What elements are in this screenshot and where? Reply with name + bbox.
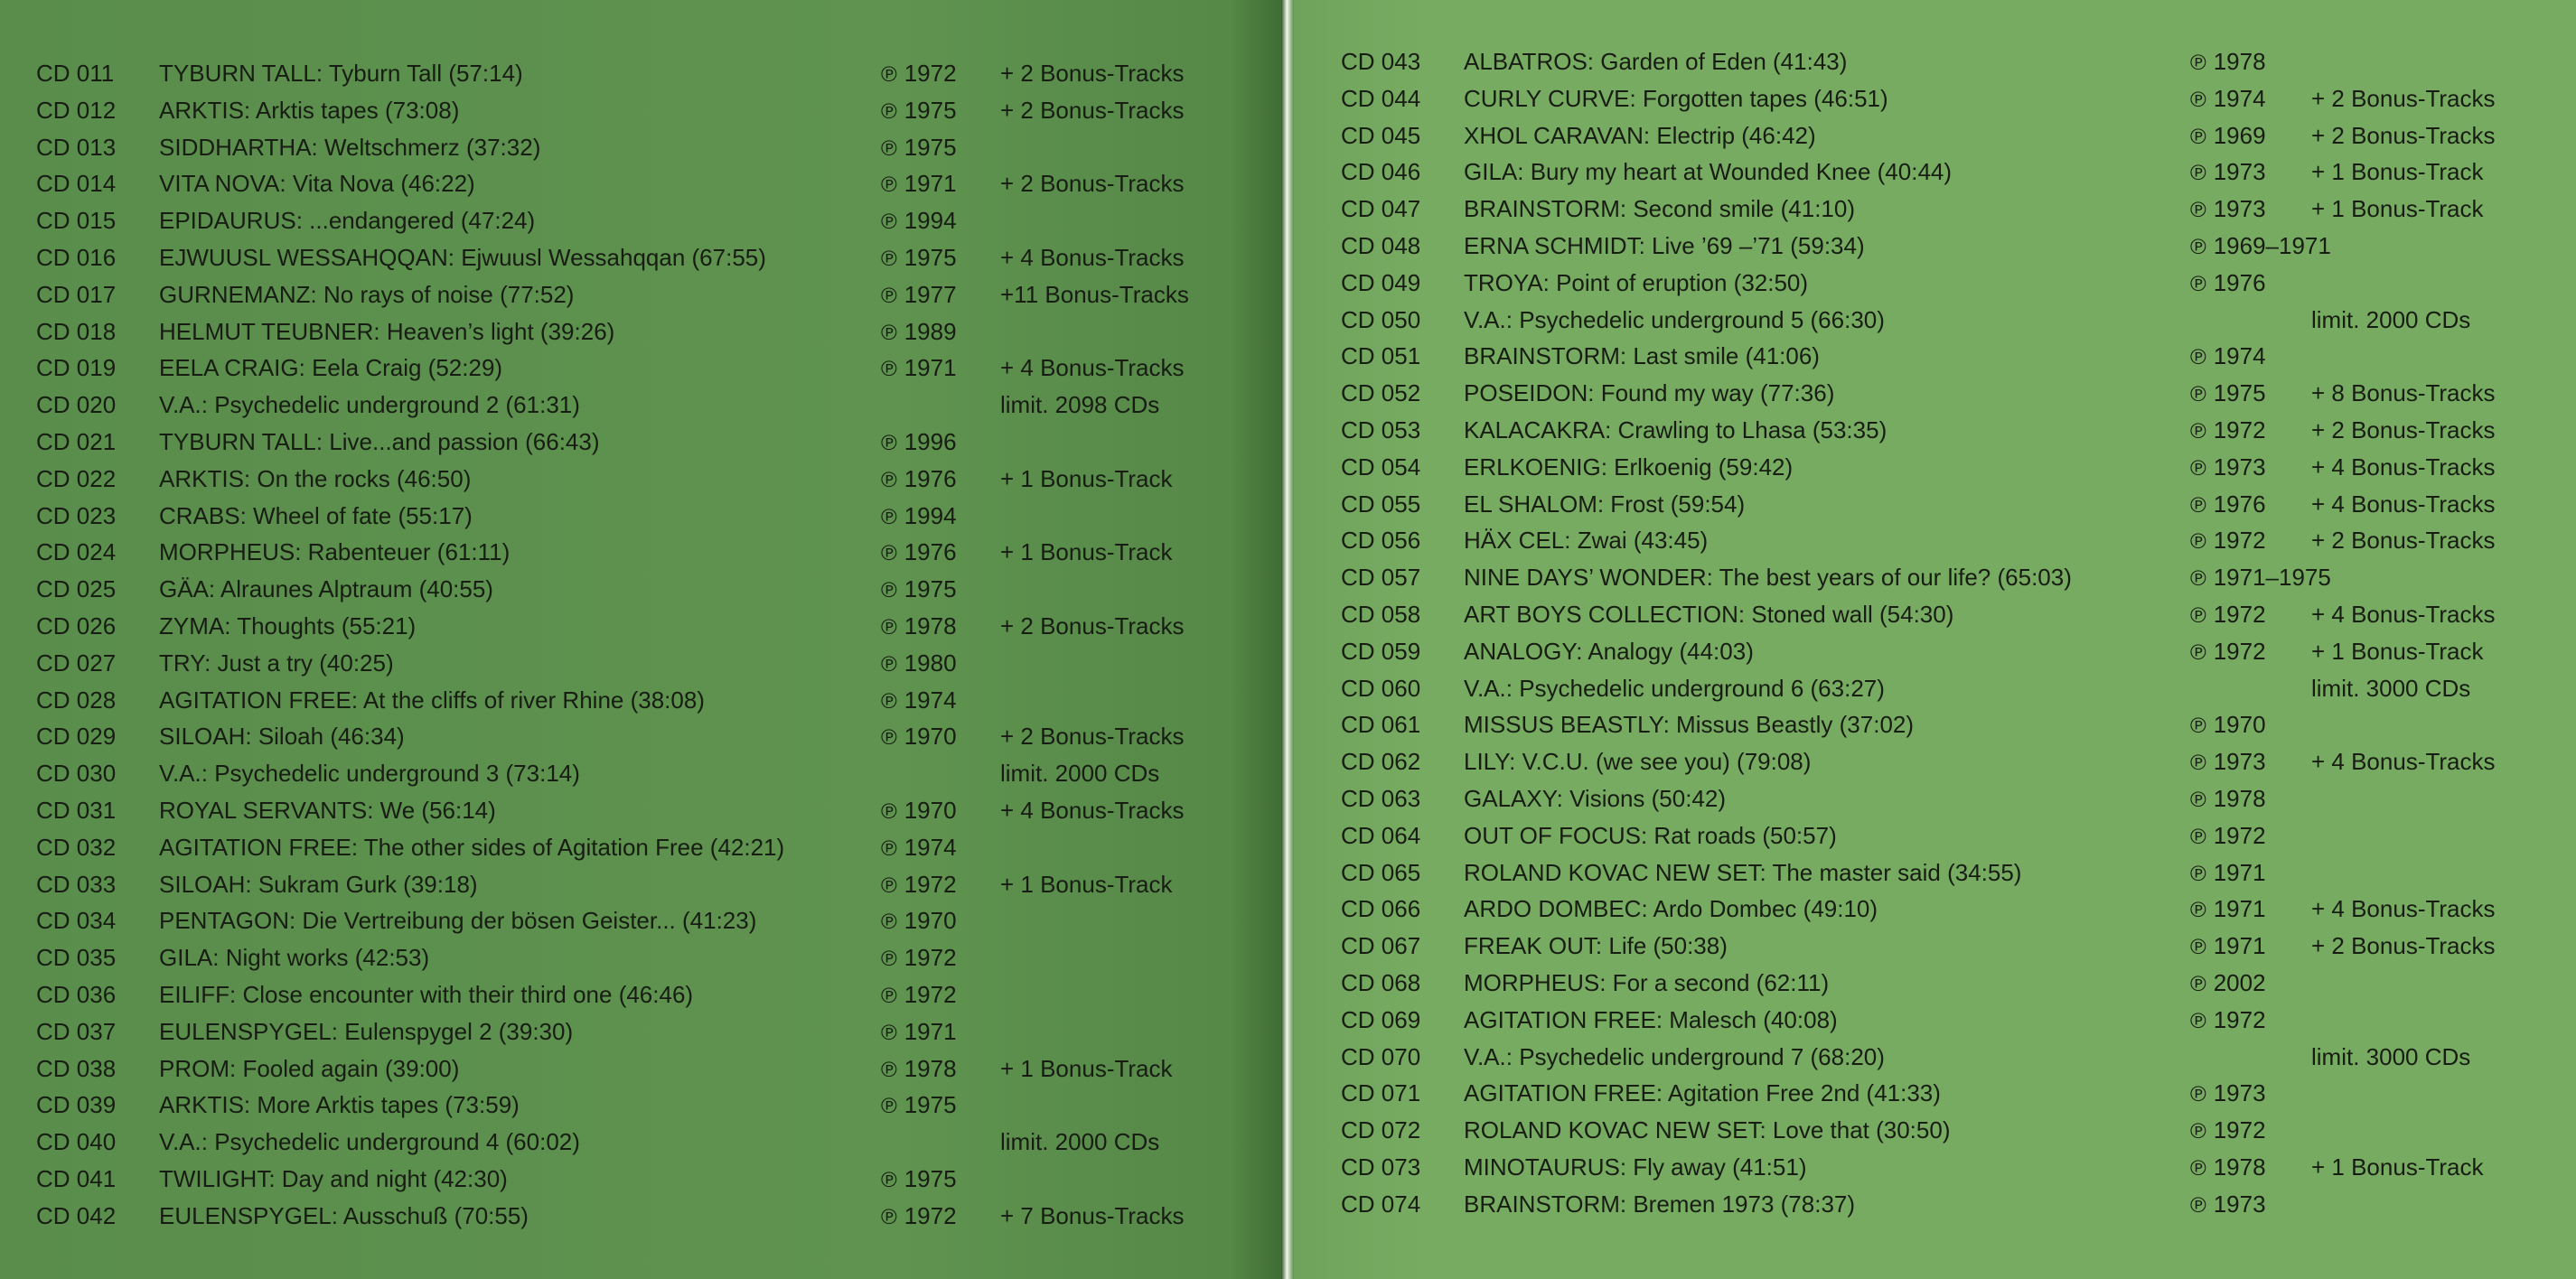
track-note: + 1 Bonus-Track (1000, 538, 1173, 565)
track-row (0, 902, 1281, 938)
track-row (1294, 854, 2576, 891)
track-row (1294, 1186, 2576, 1222)
release-year: ℗ 1972 (2190, 633, 2266, 671)
release-year: ℗ 1972 (2190, 817, 2266, 855)
release-year: ℗ 1972 (2190, 1112, 2266, 1150)
track-row (1294, 43, 2576, 79)
album-title: FREAK OUT: Life (50:38) (1464, 932, 1728, 959)
album-title: AGITATION FREE: At the cliffs of river Rhine (38:08) (159, 686, 705, 714)
track-row (1294, 928, 2576, 964)
track-row (1294, 1002, 2576, 1038)
track-row (0, 1161, 1281, 1197)
track-row (0, 534, 1281, 570)
track-row (1294, 1149, 2576, 1185)
track-note: + 4 Bonus-Tracks (1000, 797, 1185, 824)
track-note: + 2 Bonus-Tracks (1000, 60, 1185, 87)
release-year: ℗ 1978 (881, 1050, 957, 1088)
album-title: PENTAGON: Die Vertreibung der bösen Geister... (41:23) (159, 907, 757, 934)
catalog-number: CD 052 (1341, 379, 1421, 406)
release-year: ℗ 1972 (2190, 412, 2266, 450)
catalog-number: CD 072 (1341, 1116, 1421, 1144)
album-title: MISSUS BEASTLY: Missus Beastly (37:02) (1464, 711, 1915, 738)
album-title: TWILIGHT: Day and night (42:30) (159, 1165, 508, 1192)
catalog-number: CD 017 (36, 281, 117, 308)
album-title: BRAINSTORM: Bremen 1973 (78:37) (1464, 1190, 1856, 1218)
catalog-number: CD 048 (1341, 232, 1421, 259)
release-year: ℗ 1975 (2190, 375, 2266, 413)
catalog-number: CD 015 (36, 207, 117, 234)
track-row (1294, 449, 2576, 485)
track-note: + 2 Bonus-Tracks (1000, 97, 1185, 124)
release-year: ℗ 1971–1975 (2190, 559, 2331, 597)
catalog-number: CD 032 (36, 834, 117, 861)
track-row (1294, 670, 2576, 706)
track-row (0, 498, 1281, 534)
track-row (0, 976, 1281, 1013)
track-row (0, 571, 1281, 607)
release-year: ℗ 1973 (2190, 1186, 2266, 1224)
track-row (0, 645, 1281, 681)
album-title: BRAINSTORM: Second smile (41:10) (1464, 195, 1855, 222)
track-row (1294, 965, 2576, 1001)
release-year: ℗ 1974 (881, 682, 957, 720)
track-row (1294, 412, 2576, 448)
release-year: ℗ 1970 (2190, 706, 2266, 744)
release-year (881, 387, 888, 425)
track-note: limit. 3000 CDs (2311, 1043, 2471, 1070)
track-note: + 4 Bonus-Tracks (2311, 490, 2496, 518)
album-title: MORPHEUS: For a second (62:11) (1464, 969, 1830, 996)
release-year: ℗ 1989 (881, 313, 957, 351)
album-title: GILA: Night works (42:53) (159, 944, 430, 971)
release-year: ℗ 1971 (881, 1013, 957, 1051)
release-year: ℗ 1975 (881, 571, 957, 609)
track-note: + 2 Bonus-Tracks (1000, 170, 1185, 197)
release-year: ℗ 1973 (2190, 191, 2266, 229)
track-row (0, 1087, 1281, 1123)
album-title: ALBATROS: Garden of Eden (41:43) (1464, 48, 1848, 75)
release-year: ℗ 1970 (881, 718, 957, 756)
catalog-number: CD 037 (36, 1018, 117, 1045)
album-title: ARKTIS: Arktis tapes (73:08) (159, 97, 460, 124)
album-title: GÄA: Alraunes Alptraum (40:55) (159, 575, 493, 602)
album-title: V.A.: Psychedelic underground 2 (61:31) (159, 391, 580, 418)
track-note: + 8 Bonus-Tracks (2311, 379, 2496, 406)
track-note: + 2 Bonus-Tracks (1000, 612, 1185, 640)
album-title: OUT OF FOCUS: Rat roads (50:57) (1464, 822, 1837, 849)
track-note: + 4 Bonus-Tracks (2311, 748, 2496, 775)
track-note: +11 Bonus-Tracks (1000, 281, 1189, 308)
catalog-number: CD 036 (36, 981, 117, 1008)
release-year: ℗ 1974 (881, 829, 957, 867)
album-title: GALAXY: Visions (50:42) (1464, 785, 1727, 812)
track-note: limit. 2000 CDs (2311, 306, 2471, 333)
release-year: ℗ 1973 (2190, 1075, 2266, 1113)
release-year: ℗ 1972 (881, 976, 957, 1014)
release-year (2190, 670, 2197, 708)
album-title: AGITATION FREE: Agitation Free 2nd (41:33) (1464, 1079, 1941, 1106)
catalog-number: CD 045 (1341, 122, 1421, 149)
release-year: ℗ 1996 (881, 424, 957, 462)
track-row (0, 682, 1281, 718)
track-note: + 1 Bonus-Track (1000, 1055, 1173, 1082)
track-row (0, 755, 1281, 791)
catalog-number: CD 012 (36, 97, 117, 124)
catalog-number: CD 059 (1341, 638, 1421, 665)
album-title: XHOL CARAVAN: Electrip (46:42) (1464, 122, 1816, 149)
catalog-number: CD 019 (36, 354, 117, 381)
track-row (1294, 486, 2576, 522)
catalog-number: CD 054 (1341, 453, 1421, 481)
album-title: MORPHEUS: Rabenteuer (61:11) (159, 538, 511, 565)
track-row (0, 92, 1281, 128)
release-year (881, 1124, 888, 1162)
track-row (0, 313, 1281, 350)
track-row (0, 1124, 1281, 1160)
catalog-number: CD 053 (1341, 416, 1421, 443)
track-row (1294, 522, 2576, 558)
catalog-number: CD 029 (36, 723, 117, 750)
catalog-number: CD 035 (36, 944, 117, 971)
release-year: ℗ 1978 (2190, 780, 2266, 818)
catalog-number: CD 013 (36, 134, 117, 161)
catalog-number: CD 014 (36, 170, 117, 197)
album-title: TROYA: Point of eruption (32:50) (1464, 269, 1809, 296)
catalog-number: CD 033 (36, 871, 117, 898)
track-row (1294, 891, 2576, 927)
album-title: BRAINSTORM: Last smile (41:06) (1464, 342, 1820, 369)
album-title: ART BOYS COLLECTION: Stoned wall (54:30) (1464, 601, 1954, 628)
catalog-number: CD 050 (1341, 306, 1421, 333)
track-row (1294, 559, 2576, 595)
release-year: ℗ 1994 (881, 202, 957, 240)
album-title: ROYAL SERVANTS: We (56:14) (159, 797, 496, 824)
track-row (1294, 1075, 2576, 1111)
catalog-number: CD 066 (1341, 895, 1421, 922)
track-row (0, 829, 1281, 865)
release-year: ℗ 1978 (2190, 1149, 2266, 1187)
release-year: ℗ 1978 (2190, 43, 2266, 81)
release-year: ℗ 1971 (2190, 854, 2266, 892)
track-row (0, 461, 1281, 497)
album-title: KALACAKRA: Crawling to Lhasa (53:35) (1464, 416, 1888, 443)
track-row (0, 1050, 1281, 1087)
album-title: ERLKOENIG: Erlkoenig (59:42) (1464, 453, 1794, 481)
catalog-number: CD 018 (36, 318, 117, 345)
catalog-number: CD 062 (1341, 748, 1421, 775)
album-title: GURNEMANZ: No rays of noise (77:52) (159, 281, 575, 308)
catalog-number: CD 020 (36, 391, 117, 418)
release-year: ℗ 1970 (881, 792, 957, 830)
track-note: + 1 Bonus-Track (1000, 871, 1173, 898)
release-year: ℗ 1972 (2190, 522, 2266, 560)
album-title: ROLAND KOVAC NEW SET: The master said (34:55) (1464, 859, 2022, 886)
album-title: TRY: Just a try (40:25) (159, 649, 394, 677)
album-title: CRABS: Wheel of fate (55:17) (159, 502, 473, 529)
track-row (0, 1198, 1281, 1234)
catalog-number: CD 024 (36, 538, 117, 565)
album-title: SILOAH: Siloah (46:34) (159, 723, 405, 750)
catalog-number: CD 047 (1341, 195, 1421, 222)
release-year: ℗ 1975 (881, 92, 957, 130)
release-year: ℗ 1976 (881, 534, 957, 572)
album-title: SILOAH: Sukram Gurk (39:18) (159, 871, 478, 898)
track-row (1294, 780, 2576, 817)
track-row (1294, 338, 2576, 374)
track-note: + 2 Bonus-Tracks (2311, 416, 2496, 443)
release-year: ℗ 1970 (881, 902, 957, 940)
release-year: ℗ 1976 (881, 461, 957, 499)
release-year: ℗ 1973 (2190, 154, 2266, 191)
album-title: GILA: Bury my heart at Wounded Knee (40:44) (1464, 158, 1953, 185)
track-note: + 4 Bonus-Tracks (1000, 354, 1185, 381)
catalog-number: CD 011 (36, 60, 115, 87)
catalog-number: CD 057 (1341, 564, 1421, 591)
release-year: ℗ 1975 (881, 1161, 957, 1199)
track-row (1294, 706, 2576, 742)
catalog-number: CD 034 (36, 907, 117, 934)
release-year: ℗ 1971 (881, 165, 957, 203)
album-title: V.A.: Psychedelic underground 7 (68:20) (1464, 1043, 1885, 1070)
album-title: MINOTAURUS: Fly away (41:51) (1464, 1153, 1807, 1181)
track-row (0, 387, 1281, 423)
release-year: ℗ 1978 (881, 608, 957, 646)
track-note: + 1 Bonus-Track (1000, 465, 1173, 492)
track-row (0, 424, 1281, 460)
release-year: ℗ 1975 (881, 1087, 957, 1125)
catalog-number: CD 039 (36, 1091, 117, 1118)
track-row (0, 202, 1281, 238)
release-year: ℗ 1971 (2190, 891, 2266, 929)
album-title: V.A.: Psychedelic underground 3 (73:14) (159, 760, 580, 787)
release-year: ℗ 1980 (881, 645, 957, 683)
catalog-number: CD 071 (1341, 1079, 1421, 1106)
release-year: ℗ 1974 (2190, 80, 2266, 118)
release-year: ℗ 1976 (2190, 265, 2266, 303)
track-row (1294, 302, 2576, 338)
track-row (1294, 228, 2576, 264)
release-year: ℗ 1972 (881, 939, 957, 977)
catalog-number: CD 067 (1341, 932, 1421, 959)
album-title: LILY: V.C.U. (we see you) (79:08) (1464, 748, 1812, 775)
album-title: EJWUUSL WESSAHQQAN: Ejwuusl Wessahqqan (67:55) (159, 244, 766, 271)
track-row (1294, 265, 2576, 301)
release-year: ℗ 1975 (881, 129, 957, 167)
catalog-number: CD 040 (36, 1128, 117, 1155)
catalog-number: CD 060 (1341, 675, 1421, 702)
catalog-number: CD 049 (1341, 269, 1421, 296)
album-title: V.A.: Psychedelic underground 5 (66:30) (1464, 306, 1885, 333)
album-title: VITA NOVA: Vita Nova (46:22) (159, 170, 475, 197)
track-note: limit. 2098 CDs (1000, 391, 1160, 418)
album-title: NINE DAYS’ WONDER: The best years of our life? (65:03) (1464, 564, 2072, 591)
release-year: ℗ 1977 (881, 276, 957, 314)
release-year: ℗ 1973 (2190, 449, 2266, 487)
album-title: HELMUT TEUBNER: Heaven’s light (39:26) (159, 318, 615, 345)
release-year: ℗ 2002 (2190, 965, 2266, 1003)
album-title: EULENSPYGEL: Ausschuß (70:55) (159, 1202, 529, 1229)
release-year: ℗ 1994 (881, 498, 957, 536)
album-title: EELA CRAIG: Eela Craig (52:29) (159, 354, 503, 381)
catalog-number: CD 046 (1341, 158, 1421, 185)
album-title: EULENSPYGEL: Eulenspygel 2 (39:30) (159, 1018, 574, 1045)
track-row (0, 1013, 1281, 1050)
catalog-number: CD 055 (1341, 490, 1421, 518)
album-title: ANALOGY: Analogy (44:03) (1464, 638, 1754, 665)
track-note: + 1 Bonus-Track (2311, 638, 2484, 665)
catalog-number: CD 022 (36, 465, 117, 492)
track-row (1294, 191, 2576, 227)
catalog-number: CD 056 (1341, 527, 1421, 554)
track-row (0, 792, 1281, 828)
track-note: limit. 2000 CDs (1000, 1128, 1160, 1155)
track-row (0, 718, 1281, 754)
album-title: ZYMA: Thoughts (55:21) (159, 612, 417, 640)
track-note: + 2 Bonus-Tracks (2311, 527, 2496, 554)
catalog-number: CD 041 (36, 1165, 117, 1192)
track-note: limit. 2000 CDs (1000, 760, 1160, 787)
album-title: TYBURN TALL: Live...and passion (66:43) (159, 428, 600, 455)
release-year (2190, 1039, 2197, 1077)
catalog-number: CD 061 (1341, 711, 1421, 738)
album-title: AGITATION FREE: Malesch (40:08) (1464, 1006, 1838, 1033)
track-row (1294, 375, 2576, 411)
track-note: + 2 Bonus-Tracks (2311, 85, 2496, 112)
track-row (0, 939, 1281, 976)
catalog-number: CD 021 (36, 428, 117, 455)
release-year: ℗ 1971 (2190, 928, 2266, 966)
track-note: + 4 Bonus-Tracks (2311, 601, 2496, 628)
album-title: POSEIDON: Found my way (77:36) (1464, 379, 1835, 406)
release-year: ℗ 1971 (881, 350, 957, 387)
catalog-number: CD 058 (1341, 601, 1421, 628)
track-row (1294, 1112, 2576, 1148)
album-title: ARDO DOMBEC: Ardo Dombec (49:10) (1464, 895, 1878, 922)
track-row (1294, 743, 2576, 780)
track-row (1294, 596, 2576, 632)
catalog-number: CD 031 (36, 797, 117, 824)
release-year: ℗ 1972 (881, 1198, 957, 1236)
catalog-number: CD 065 (1341, 859, 1421, 886)
album-title: ARKTIS: On the rocks (46:50) (159, 465, 472, 492)
track-row (1294, 117, 2576, 154)
catalog-number: CD 016 (36, 244, 117, 271)
booklet-fold (1281, 0, 1294, 1279)
release-year: ℗ 1976 (2190, 486, 2266, 524)
album-title: AGITATION FREE: The other sides of Agitation Free (42:21) (159, 834, 785, 861)
album-title: ROLAND KOVAC NEW SET: Love that (30:50) (1464, 1116, 1951, 1144)
release-year: ℗ 1969 (2190, 117, 2266, 155)
album-title: ERNA SCHMIDT: Live ’69 –’71 (59:34) (1464, 232, 1865, 259)
track-note: + 4 Bonus-Tracks (2311, 895, 2496, 922)
track-row (0, 239, 1281, 275)
release-year: ℗ 1974 (2190, 338, 2266, 376)
album-title: V.A.: Psychedelic underground 6 (63:27) (1464, 675, 1885, 702)
track-row (0, 866, 1281, 902)
catalog-number: CD 042 (36, 1202, 117, 1229)
track-row (0, 129, 1281, 165)
track-note: + 7 Bonus-Tracks (1000, 1202, 1185, 1229)
catalog-number: CD 073 (1341, 1153, 1421, 1181)
album-title: V.A.: Psychedelic underground 4 (60:02) (159, 1128, 580, 1155)
album-title: EILIFF: Close encounter with their third one (46:46) (159, 981, 694, 1008)
catalog-number: CD 068 (1341, 969, 1421, 996)
left-page (0, 0, 1281, 1279)
track-note: limit. 3000 CDs (2311, 675, 2471, 702)
catalog-number: CD 063 (1341, 785, 1421, 812)
track-row (0, 55, 1281, 91)
track-note: + 2 Bonus-Tracks (2311, 122, 2496, 149)
catalog-number: CD 030 (36, 760, 117, 787)
catalog-number: CD 064 (1341, 822, 1421, 849)
release-year (2190, 302, 2197, 340)
catalog-number: CD 038 (36, 1055, 117, 1082)
catalog-number: CD 051 (1341, 342, 1421, 369)
release-year: ℗ 1972 (2190, 596, 2266, 634)
catalog-number: CD 044 (1341, 85, 1421, 112)
track-note: + 2 Bonus-Tracks (1000, 723, 1185, 750)
catalog-number: CD 026 (36, 612, 117, 640)
catalog-number: CD 070 (1341, 1043, 1421, 1070)
catalog-number: CD 027 (36, 649, 117, 677)
track-row (0, 608, 1281, 644)
release-year (881, 755, 888, 793)
catalog-number: CD 023 (36, 502, 117, 529)
catalog-number: CD 025 (36, 575, 117, 602)
track-note: + 2 Bonus-Tracks (2311, 932, 2496, 959)
album-title: TYBURN TALL: Tyburn Tall (57:14) (159, 60, 523, 87)
track-row (1294, 154, 2576, 190)
track-note: + 4 Bonus-Tracks (2311, 453, 2496, 481)
track-row (0, 276, 1281, 313)
track-row (0, 165, 1281, 201)
album-title: EL SHALOM: Frost (59:54) (1464, 490, 1746, 518)
album-title: EPIDAURUS: ...endangered (47:24) (159, 207, 536, 234)
track-note: + 1 Bonus-Track (2311, 158, 2484, 185)
album-title: SIDDHARTHA: Weltschmerz (37:32) (159, 134, 541, 161)
release-year: ℗ 1975 (881, 239, 957, 277)
catalog-number: CD 028 (36, 686, 117, 714)
release-year: ℗ 1972 (881, 866, 957, 904)
catalog-number: CD 074 (1341, 1190, 1421, 1218)
release-year: ℗ 1972 (881, 55, 957, 93)
album-title: CURLY CURVE: Forgotten tapes (46:51) (1464, 85, 1888, 112)
release-year: ℗ 1973 (2190, 743, 2266, 781)
album-title: ARKTIS: More Arktis tapes (73:59) (159, 1091, 520, 1118)
track-note: + 1 Bonus-Track (2311, 195, 2484, 222)
track-row (1294, 633, 2576, 669)
track-note: + 4 Bonus-Tracks (1000, 244, 1185, 271)
track-row (1294, 1039, 2576, 1075)
track-row (1294, 817, 2576, 854)
album-title: HÄX CEL: Zwai (43:45) (1464, 527, 1709, 554)
track-row (1294, 80, 2576, 117)
track-note: + 1 Bonus-Track (2311, 1153, 2484, 1181)
right-page (1294, 0, 2576, 1279)
release-year: ℗ 1972 (2190, 1002, 2266, 1040)
catalog-number: CD 043 (1341, 48, 1421, 75)
track-row (0, 350, 1281, 386)
album-title: PROM: Fooled again (39:00) (159, 1055, 460, 1082)
catalog-number: CD 069 (1341, 1006, 1421, 1033)
release-year: ℗ 1969–1971 (2190, 228, 2331, 266)
